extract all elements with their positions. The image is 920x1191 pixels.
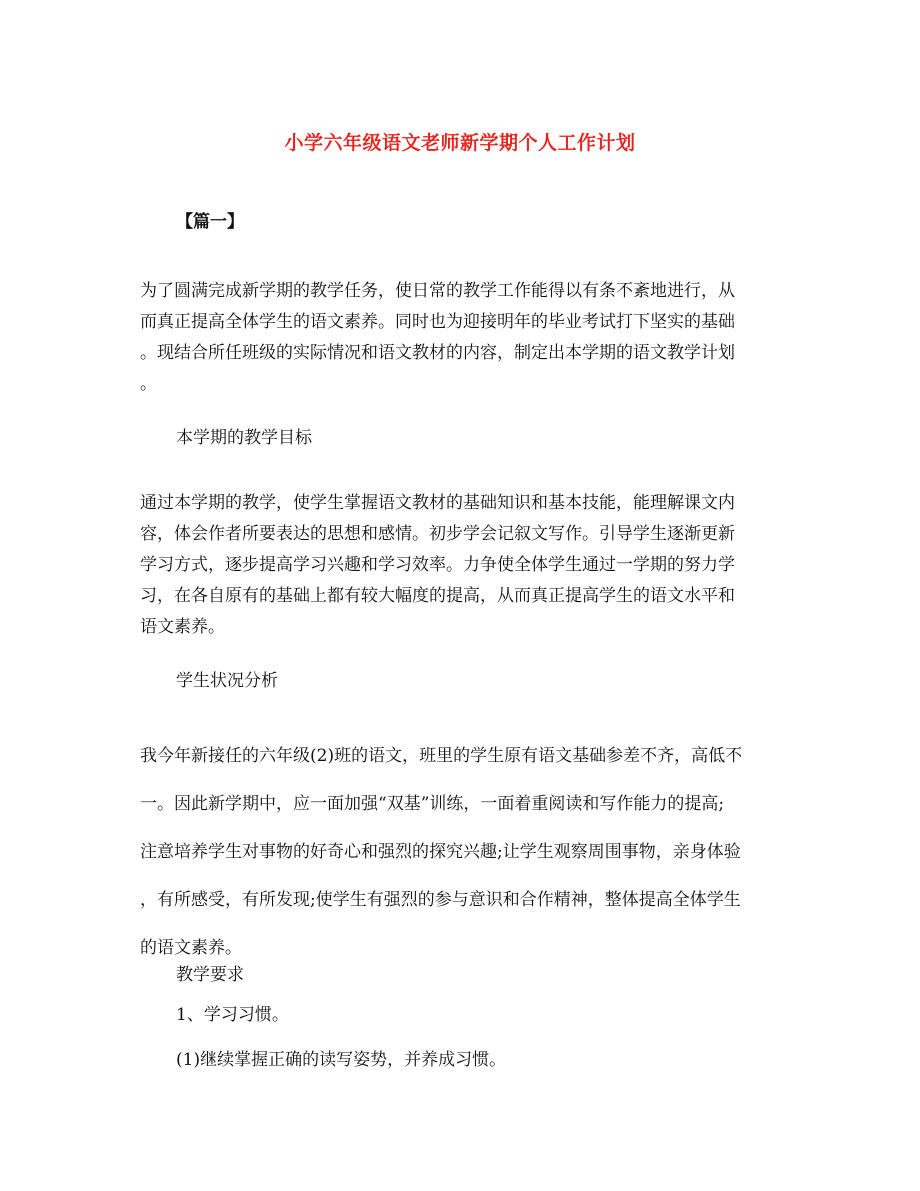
- text-line: 。现结合所任班级的实际情况和语文教材的内容，制定出本学期的语文教学计划: [140, 343, 735, 363]
- text-line: 学习方式，逐步提高学习兴趣和学习效率。力争使全体学生通过一学期的努力学: [140, 555, 735, 575]
- text-line: 我今年新接任的六年级(2)班的语文，班里的学生原有语文基础参差不齐，高低不: [140, 746, 743, 766]
- part-label: 【篇一】: [176, 212, 244, 232]
- text-line: 的语文素养。: [140, 938, 242, 958]
- heading-teaching-goals: 本学期的教学目标: [176, 428, 312, 448]
- text-line: 容，体会作者所要表达的思想和感情。初步学会记叙文写作。引导学生逐渐更新: [140, 524, 735, 544]
- goals-paragraph: [140, 488, 782, 643]
- text-line: 而真正提高全体学生的语文素养。同时也为迎接明年的毕业考试打下坚实的基础: [140, 312, 735, 332]
- text-line: ，有所感受，有所发现;使学生有强烈的参与意识和合作精神，整体提高全体学生: [140, 890, 741, 910]
- heading-student-analysis: 学生状况分析: [176, 671, 278, 691]
- text-line: 语文素养。: [140, 617, 225, 637]
- document-title: 小学六年级语文老师新学期个人工作计划: [284, 132, 636, 154]
- text-line: 习，在各自原有的基础上都有较大幅度的提高，从而真正提高学生的语文水平和: [140, 586, 735, 606]
- text-line: 一。因此新学期中，应一面加强“双基”训练，一面着重阅读和写作能力的提高;: [140, 794, 725, 814]
- text-line: 为了圆满完成新学期的教学任务，使日常的教学工作能得以有条不紊地进行，从: [140, 281, 735, 301]
- text-line: 通过本学期的教学，使学生掌握语文教材的基础知识和基本技能，能理解课文内: [140, 493, 735, 513]
- heading-teaching-requirements: 教学要求: [176, 965, 244, 985]
- analysis-paragraph: [140, 732, 782, 972]
- list-item-1: 1、学习习惯。: [176, 1005, 289, 1025]
- text-line: 注意培养学生对事物的好奇心和强烈的探究兴趣;让学生观察周围事物，亲身体验: [140, 842, 741, 862]
- text-line: 。: [140, 374, 157, 394]
- list-item-1-1: (1)继续掌握正确的读写姿势，并养成习惯。: [176, 1050, 507, 1070]
- intro-paragraph: [140, 276, 782, 400]
